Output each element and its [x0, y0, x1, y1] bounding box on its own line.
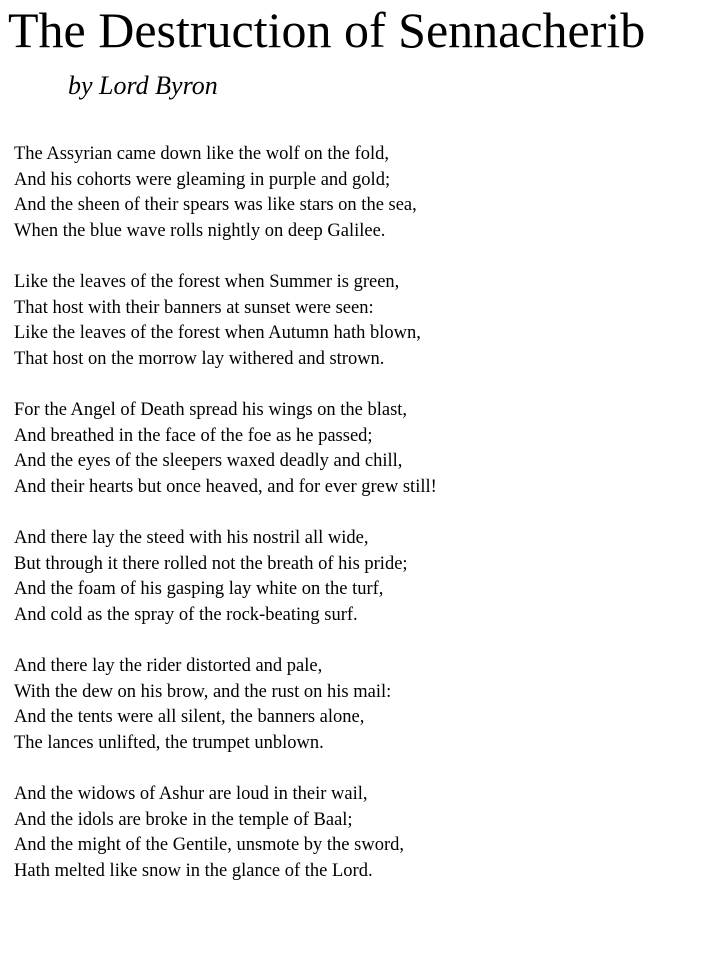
poem-line: And the foam of his gasping lay white on the turf,	[14, 579, 384, 599]
poem-line: With the dew on his brow, and the rust on his mail:	[14, 681, 392, 702]
poem-line: And the eyes of the sleepers waxed deadly and chill,	[14, 451, 403, 471]
poem-line: And breathed in the face of the foe as he passed;	[14, 425, 373, 446]
poem-line: And the widows of Ashur are loud in their wail,	[14, 784, 368, 804]
poem-body	[14, 142, 714, 910]
poem-line: And his cohorts were gleaming in purple and gold;	[14, 169, 391, 190]
stanza-5	[14, 654, 714, 756]
poem-line: That host with their banners at sunset were seen:	[14, 297, 374, 318]
stanza-3	[14, 398, 714, 500]
poem-line: And the sheen of their spears was like stars on the sea,	[14, 195, 417, 215]
poem-line: And the idols are broke in the temple of Baal;	[14, 809, 353, 830]
poem-line: But through it there rolled not the breath of his pride;	[14, 553, 408, 574]
stanza-4	[14, 526, 714, 628]
poem-line: Like the leaves of the forest when Autumn hath blown,	[14, 323, 421, 343]
stanza-6	[14, 782, 714, 884]
poem-line: The lances unlifted, the trumpet unblown.	[14, 732, 324, 753]
poem-line: And there lay the steed with his nostril all wide,	[14, 528, 369, 548]
poem-line: And there lay the rider distorted and pale,	[14, 656, 323, 676]
poem-byline: by Lord Byron	[68, 71, 218, 100]
poem-line: And the tents were all silent, the banners alone,	[14, 707, 365, 727]
poem-line: For the Angel of Death spread his wings on the blast,	[14, 400, 408, 420]
poem-line: The Assyrian came down like the wolf on the fold,	[14, 144, 390, 164]
poem-line: Like the leaves of the forest when Summer is green,	[14, 272, 400, 292]
poem-line: And the might of the Gentile, unsmote by the sword,	[14, 835, 404, 855]
poem-line: When the blue wave rolls nightly on deep Galilee.	[14, 220, 386, 241]
poem-title: The Destruction of Sennacherib	[8, 2, 646, 58]
poem-line: And their hearts but once heaved, and for ever grew still!	[14, 476, 437, 497]
stanza-1	[14, 142, 714, 244]
poem-line: That host on the morrow lay withered and strown.	[14, 348, 385, 369]
poem-line: Hath melted like snow in the glance of the Lord.	[14, 860, 373, 881]
stanza-2	[14, 270, 714, 372]
poem-line: And cold as the spray of the rock-beating surf.	[14, 604, 358, 625]
